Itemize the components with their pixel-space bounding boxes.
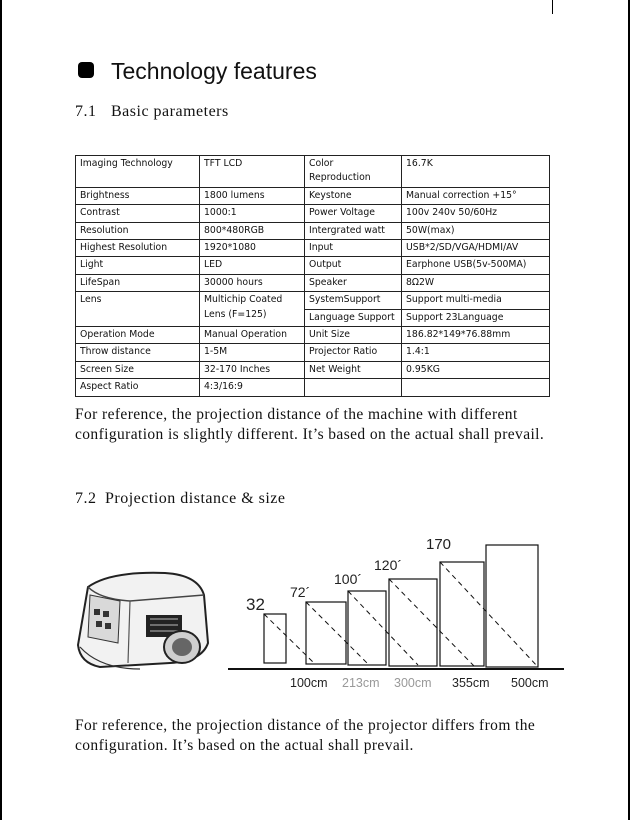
table-cell: Resolution xyxy=(76,222,200,239)
table-row xyxy=(76,379,550,396)
table-cell: SystemSupport xyxy=(305,292,402,309)
table-cell: Earphone USB(5v-500MA) xyxy=(402,257,550,274)
table-cell xyxy=(305,379,402,396)
heading-bullet-icon xyxy=(78,62,94,78)
section-title: Projection distance & size xyxy=(105,490,286,507)
reference-note-1: For reference, the projection distance of the machine with different configuration is slightly different. It’s based on the actual shall prevail. xyxy=(75,406,545,443)
page-title: Technology features xyxy=(111,58,317,84)
table-cell: Throw distance xyxy=(76,344,200,361)
table-cell: Support multi-media xyxy=(402,292,550,309)
table-cell: Color Reproduction xyxy=(305,156,402,188)
page-border-left xyxy=(0,0,2,820)
table-cell: Support 23Language xyxy=(402,309,550,326)
table-row xyxy=(76,187,550,204)
table-cell: 30000 hours xyxy=(200,274,305,291)
section-number: 7.2 xyxy=(75,490,97,507)
table-cell: Language Support xyxy=(305,309,402,326)
distance-label: 300cm xyxy=(394,676,432,690)
table-cell: Brightness xyxy=(76,187,200,204)
table-cell: Operation Mode xyxy=(76,327,200,344)
table-cell: Power Voltage xyxy=(305,205,402,222)
size-label: 32 xyxy=(246,595,265,614)
table-cell: 1000:1 xyxy=(200,205,305,222)
table-cell: Manual Operation xyxy=(200,327,305,344)
table-cell: 1-5M xyxy=(200,344,305,361)
projection-distance-diagram xyxy=(228,530,568,695)
table-cell: Screen Size xyxy=(76,361,200,378)
table-cell: 1800 lumens xyxy=(200,187,305,204)
table-row xyxy=(76,205,550,222)
table-cell: Output xyxy=(305,257,402,274)
table-cell xyxy=(402,379,550,396)
size-label: 170 xyxy=(426,536,452,553)
parameters-table xyxy=(75,155,550,397)
distance-labels xyxy=(290,676,549,690)
table-cell: Aspect Ratio xyxy=(76,379,200,396)
section-heading-basic-parameters xyxy=(75,103,229,121)
table-cell: 8Ω2W xyxy=(402,274,550,291)
table-cell: 16.7K xyxy=(402,156,550,188)
size-label: 100´ xyxy=(334,571,363,587)
table-row xyxy=(76,257,550,274)
page-tick-mark xyxy=(552,0,553,14)
table-cell: Lens xyxy=(76,292,200,327)
table-cell: 4:3/16:9 xyxy=(200,379,305,396)
table-cell: USB*2/SD/VGA/HDMI/AV xyxy=(402,240,550,257)
table-cell: 50W(max) xyxy=(402,222,550,239)
table-cell: Light xyxy=(76,257,200,274)
table-cell: Keystone xyxy=(305,187,402,204)
table-row xyxy=(76,344,550,361)
distance-label: 100cm xyxy=(290,676,328,690)
table-cell: 32-170 Inches xyxy=(200,361,305,378)
table-cell: Multichip Coated Lens (F=125) xyxy=(200,292,305,327)
distance-label: 213cm xyxy=(342,676,380,690)
projection-rays xyxy=(264,562,538,667)
page-border-right xyxy=(628,0,630,820)
table-row xyxy=(76,240,550,257)
table-row xyxy=(76,274,550,291)
table-cell: 1.4:1 xyxy=(402,344,550,361)
table-cell: Input xyxy=(305,240,402,257)
table-cell: TFT LCD xyxy=(200,156,305,188)
table-cell: 800*480RGB xyxy=(200,222,305,239)
table-cell: 0.95KG xyxy=(402,361,550,378)
table-cell: Contrast xyxy=(76,205,200,222)
reference-note-2: For reference, the projection distance of the projector differs from the configuration. It’s based on the actual shall prevail. xyxy=(75,717,536,754)
table-cell: 100v 240v 50/60Hz xyxy=(402,205,550,222)
table-row xyxy=(76,292,550,309)
section-heading-projection xyxy=(75,490,286,508)
table-cell: Highest Resolution xyxy=(76,240,200,257)
table-row xyxy=(76,327,550,344)
section-number: 7.1 xyxy=(75,103,97,120)
table-cell: LED xyxy=(200,257,305,274)
table-cell: Intergrated watt xyxy=(305,222,402,239)
table-cell: LifeSpan xyxy=(76,274,200,291)
projector-photo xyxy=(70,565,215,685)
table-cell: Unit Size xyxy=(305,327,402,344)
table-cell: Imaging Technology xyxy=(76,156,200,188)
table-cell: Speaker xyxy=(305,274,402,291)
table-row xyxy=(76,156,550,188)
table-cell: 186.82*149*76.88mm xyxy=(402,327,550,344)
section-title: Basic parameters xyxy=(111,103,229,120)
size-label: 72´ xyxy=(290,584,311,600)
size-label: 120´ xyxy=(374,557,403,573)
table-cell: Net Weight xyxy=(305,361,402,378)
table-cell: 1920*1080 xyxy=(200,240,305,257)
table-row xyxy=(76,222,550,239)
distance-label: 355cm xyxy=(452,676,490,690)
distance-label: 500cm xyxy=(511,676,549,690)
table-cell: Manual correction +15° xyxy=(402,187,550,204)
table-row xyxy=(76,361,550,378)
table-cell: Projector Ratio xyxy=(305,344,402,361)
